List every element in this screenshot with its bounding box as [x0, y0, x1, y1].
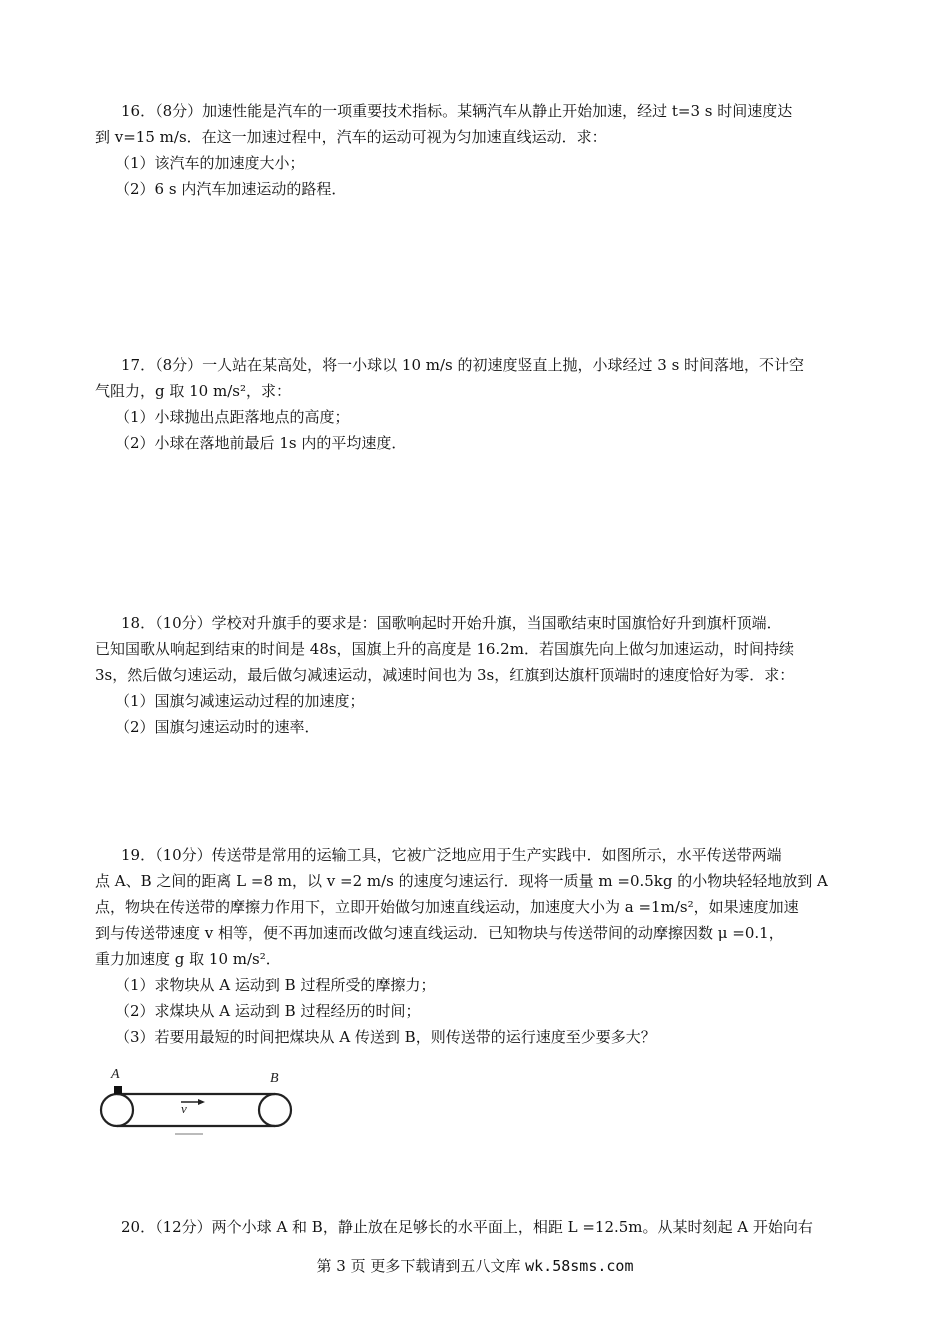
question-18-stem-line-2: 已知国歌从响起到结束的时间是 48s，国旗上升的高度是 16.2m．若国旗先向上做匀加速运动，时间持续	[95, 640, 794, 658]
page-footer	[0, 1255, 950, 1276]
question-17-stem-line-1: 17．（8分）一人站在某高处，将一小球以 10 m/s 的初速度竖直上抛，小球经过 3 s 时间落地，不计空	[121, 356, 805, 374]
question-16-part-2: （2）6 s 内汽车加速运动的路程．	[115, 180, 347, 198]
question-19-stem-line-4: 到与传送带速度 v 相等，便不再加速而改做匀速直线运动．已知物块与传送带间的动摩擦因数 μ =0.1，	[95, 924, 784, 942]
conveyor-belt-figure	[95, 1060, 300, 1142]
footer-site-link[interactable]: wk.58sms.com	[525, 1257, 634, 1275]
footer-page-text: 第 3 页 更多下载请到五八文库	[316, 1257, 521, 1275]
question-18-part-2: （2）国旗匀速运动时的速率．	[115, 718, 320, 736]
question-19	[95, 842, 865, 1050]
question-20-stem-line-1: 20．（12分）两个小球 A 和 B，静止放在足够长的水平面上，相距 L =12.5m。从某时刻起 A 开始向右	[121, 1218, 813, 1236]
question-18-stem-line-3: 3s，然后做匀速运动，最后做匀减速运动，减速时间也为 3s，红旗到达旗杆顶端时的速度恰好为零．求：	[95, 666, 795, 684]
question-19-stem-line-1: 19．（10分）传送带是常用的运输工具，它被广泛地应用于生产实践中．如图所示，水平传送带两端	[121, 846, 782, 864]
velocity-arrowhead	[198, 1099, 205, 1105]
right-pulley	[259, 1094, 291, 1126]
question-20	[95, 1214, 865, 1240]
question-19-part-3: （3）若要用最短的时间把煤块从 A 传送到 B，则传送带的运行速度至少要多大？	[115, 1028, 656, 1046]
question-18-part-1: （1）国旗匀减速运动过程的加速度；	[115, 692, 365, 710]
question-18	[95, 610, 865, 740]
question-17	[95, 352, 865, 456]
question-19-part-2: （2）求煤块从 A 运动到 B 过程经历的时间；	[115, 1002, 421, 1020]
question-17-part-2: （2）小球在落地前最后 1s 内的平均速度．	[115, 434, 407, 452]
figure-label-v: v	[181, 1101, 187, 1116]
block-at-a	[114, 1086, 122, 1094]
question-16-stem-line-2: 到 v=15 m/s．在这一加速过程中，汽车的运动可视为匀加速直线运动．求：	[95, 128, 607, 146]
figure-label-a: A	[111, 1067, 120, 1082]
question-19-stem-line-2: 点 A、B 之间的距离 L =8 m，以 v =2 m/s 的速度匀速运行．现将一质量 m =0.5kg 的小物块轻轻地放到 A	[95, 872, 828, 890]
left-pulley	[101, 1094, 133, 1126]
question-17-stem-line-2: 气阻力，g 取 10 m/s²，求：	[95, 382, 291, 400]
question-16-part-1: （1）该汽车的加速度大小；	[115, 154, 305, 172]
question-19-stem-line-3: 点，物块在传送带的摩擦力作用下，立即开始做匀加速直线运动，加速度大小为 a =1m/s²，如果速度加速	[95, 898, 799, 916]
question-16-stem-line-1: 16．（8分）加速性能是汽车的一项重要技术指标。某辆汽车从静止开始加速，经过 t=3 s 时间速度达	[121, 102, 793, 120]
question-18-stem-line-1: 18．（10分）学校对升旗手的要求是：国歌响起时开始升旗，当国歌结束时国旗恰好升到旗杆顶端．	[121, 614, 782, 632]
question-17-part-1: （1）小球抛出点距落地点的高度；	[115, 408, 350, 426]
figure-label-b: B	[270, 1071, 279, 1086]
question-16	[95, 98, 865, 202]
question-19-stem-line-5: 重力加速度 g 取 10 m/s²．	[95, 950, 281, 968]
question-19-part-1: （1）求物块从 A 运动到 B 过程所受的摩擦力；	[115, 976, 436, 994]
